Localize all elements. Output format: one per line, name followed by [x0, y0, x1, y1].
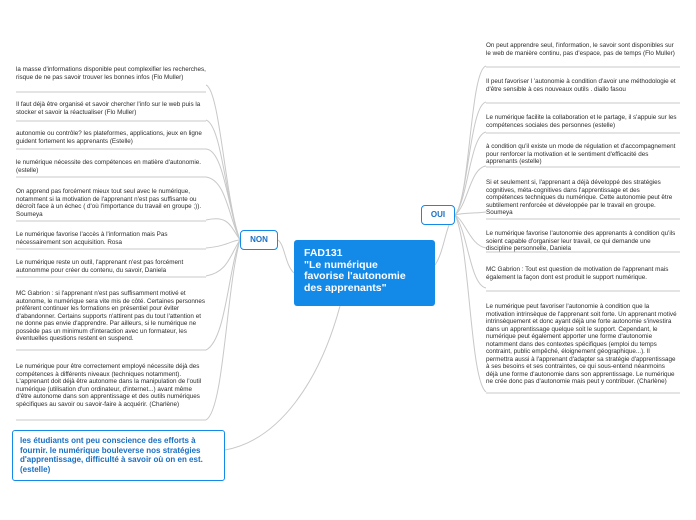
non-item[interactable]: Le numérique pour être correctement employé nécessite déjà des compétences à différents niveaux (techniques notamment). L'apprenant doit déjà être autonome dans la manipulation de l'outil numérique (utilisation d'un ordinateur, d'internet...) avant même d'être autonome dans son apprentissage et des outils numériques spécifiques au savoir ou savoir-faire à acquérir. (Charlène): [16, 363, 202, 408]
branch-oui-node[interactable]: OUI: [421, 205, 455, 225]
central-topic-line-4: des apprenants": [304, 281, 387, 294]
oui-item[interactable]: Le numérique peut favoriser l'autonomie à condition que la motivation intrinsèque de l'apprenant soit forte. Un apprenant motivé intrinsèquement et donc ayant déjà une forte autonomie s'investira dans un apprentissage quelque soit le support. Cependant, le numérique peut également apporter une forme d'autonomie notamment dans des contextes spécifiques (emploi du temps contraint, public empêché, éloignement géographique...). Il permettra aussi à l'apprenant d'adapter sa stratégie d'apprentissage à ses besoins et ses contraintes, ce qui sous-entend néanmoins déjà une forme d'autonomie dans son apprentissage. Le numérique ne crée donc pas d'autonomie mais peut y contribuer. (Charlène): [486, 303, 677, 385]
central-topic-line-1: FAD131: [304, 247, 343, 259]
oui-item[interactable]: Le numérique facilite la collaboration et le partage, il s'appuie sur les compétences sociales des personnes (estelle): [486, 114, 677, 129]
oui-item[interactable]: MC Gabrion : Tout est question de motivation de l'apprenant mais également la façon dont est produit le support numérique.: [486, 266, 669, 281]
non-item[interactable]: MC Gabrion : si l'apprenant n'est pas suffisamment motivé et autonome, le numérique sera vite mis de côté. Certaines personnes préfèrent continuer les formations en présentiel pour éviter d'abandonner. Certains supports n'attirent pas du tout l'attention et ne donne pas envie d'apprendre. Par ailleurs, si le numérique ne possède pas un minimum d'interaction avec un formateur, les éventuelles questions restent en suspend.: [16, 290, 206, 342]
branch-non-node[interactable]: NON: [240, 230, 278, 250]
central-topic-line-2: "Le numérique: [304, 258, 378, 271]
non-item[interactable]: autonomie ou contrôle? les plateformes, applications, jeux en ligne guident fortement les apprenants (Estelle): [16, 130, 202, 145]
oui-item[interactable]: à condition qu'il existe un mode de régulation et d'accompagnement pour renforcer la motivation et le sentiment d'efficacité des apprenants (estelle): [486, 143, 676, 165]
non-item[interactable]: Le numérique reste un outil, l'apprenant n'est pas forcément autonomme pour créer du contenu, du savoir, Daniela: [16, 259, 184, 274]
oui-item[interactable]: Le numérique favorise l'autonomie des apprenants à condition qu'ils soient capable d'organiser leur travail, ce qui demande une discipline personnelle, Daniela: [486, 230, 676, 252]
central-topic-line-3: favorise l'autonomie: [304, 270, 406, 282]
non-item[interactable]: Le numérique favorise l'accès à l'information mais Pas nécessairement son acquisition. Rosa: [16, 231, 168, 246]
floating-note-node[interactable]: les étudiants ont peu conscience des efforts à fournir. le numérique bouleverse nos stratégies d'apprentissage, difficulté à savoir où on en est. (estelle): [12, 430, 225, 481]
central-topic-node[interactable]: [294, 240, 435, 306]
non-item[interactable]: le numérique nécessite des compétences en matière d'autonomie. (estelle): [16, 159, 201, 174]
oui-item[interactable]: Il peut favoriser l 'autonomie à condition d'avoir une méthodologie et d'être sensible à ces nouveaux outils . diallo fasou: [486, 78, 676, 93]
non-item[interactable]: Il faut déjà être organisé et savoir chercher l'info sur le web puis la stocker et savoir la réactualiser (Flo Muller): [16, 101, 201, 116]
oui-item[interactable]: Si et seulement si, l'apprenant a déjà développé des stratégies cognitives, méta-cognitives dans l'apprentissage et des compétences techniques du numérique. Cette autonomie peut être subtilement renforcée et développée par le travail en groupe. Soumeya: [486, 179, 673, 216]
non-item[interactable]: la masse d'informations disponible peut complexifier les recherches, risque de ne pas savoir trouver les bonnes infos (Flo Muller): [16, 66, 206, 81]
non-item[interactable]: On apprend pas forcément mieux tout seul avec le numérique, notamment si la motivation de l'apprenant n'est pas suffisante ou décroît face à un échec ( d'où l'importance du travail en groupe ;)). Soumeya: [16, 188, 202, 218]
oui-item[interactable]: On peut apprendre seul, l'information, le savoir sont disponibles sur le web de manière continu, pas d'espace, pas de temps (Flo Muller): [486, 42, 675, 57]
